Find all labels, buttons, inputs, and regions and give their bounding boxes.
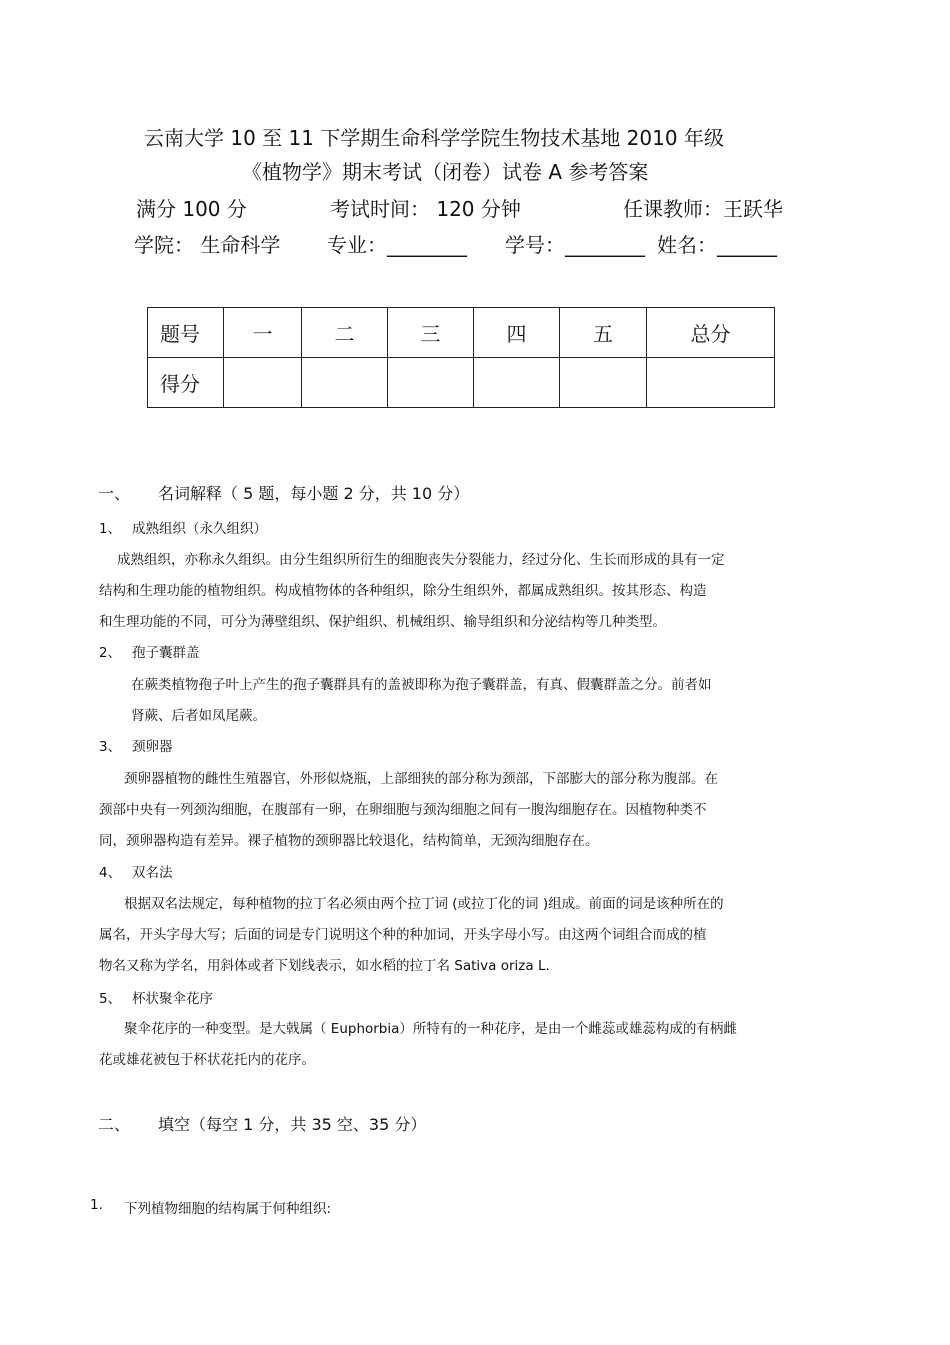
table-cell: 三 [388,308,474,358]
question-number: 1. [90,1197,103,1213]
item-term: 成熟组织（永久组织） [132,521,267,537]
item-text-line: 聚伞花序的一种变型。是大戟属（ Euphorbia）所特有的一种花序，是由一个雌蕊或雄蕊构成的有柄雌 [124,1021,737,1037]
exam-time: 考试时间： 120 分钟 [330,197,521,221]
name-field: 姓名：______ [657,233,777,257]
student-id-field: 学号：________ [505,233,645,257]
item-term: 双名法 [132,865,173,881]
table-cell: 一 [224,308,302,358]
item-text-line: 结构和生理功能的植物组织。构成植物体的各种组织，除分生组织外，都属成熟组织。按其形态、构造 [99,583,707,599]
item-text-line: 根据双名法规定，每种植物的拉丁名必须由两个拉丁词 (或拉丁化的词 )组成。前面的词是该种所在的 [124,896,724,912]
item-term: 杯状聚伞花序 [132,991,213,1007]
item-term: 颈卵器 [132,739,173,755]
table-cell: 题号 [148,308,224,358]
score-cell[interactable] [224,358,302,408]
table-cell: 四 [474,308,560,358]
item-text-line: 颈部中央有一列颈沟细胞，在腹部有一卵，在卵细胞与颈沟细胞之间有一腹沟细胞存在。因植物种类不 [99,802,707,818]
item-number: 1、 [99,521,122,537]
section2-title: 填空（每空 1 分，共 35 空、35 分） [158,1115,427,1134]
teacher: 任课教师：王跃华 [623,197,783,221]
table-cell: 得分 [148,358,224,408]
item-text-line: 花或雄花被包于杯状花托内的花序。 [99,1052,315,1068]
score-cell[interactable] [560,358,647,408]
section1-title: 名词解释（ 5 题，每小题 2 分，共 10 分） [158,484,470,503]
full-score: 满分 100 分 [136,197,247,221]
table-cell: 总分 [647,308,775,358]
exam-title-line2: 《植物学》期末考试（闭卷）试卷 A 参考答案 [242,160,649,184]
item-text-line: 肾蕨、后者如凤尾蕨。 [131,708,266,724]
score-table [147,307,775,408]
score-cell[interactable] [388,358,474,408]
table-cell: 二 [302,308,388,358]
item-text-line: 在蕨类植物孢子叶上产生的孢子囊群具有的盖被即称为孢子囊群盖，有真、假囊群盖之分。前者如 [131,677,712,693]
item-text-line: 物名又称为学名，用斜体或者下划线表示，如水稻的拉丁名 Sativa oriza L. [99,958,550,974]
item-number: 4、 [99,865,122,881]
item-term: 孢子囊群盖 [132,645,200,661]
item-text-line: 同，颈卵器构造有差异。裸子植物的颈卵器比较退化，结构简单，无颈沟细胞存在。 [99,833,599,849]
item-text-line: 和生理功能的不同，可分为薄壁组织、保护组织、机械组织、输导组织和分泌结构等几种类型。 [99,614,666,630]
college: 学院： 生命科学 [134,233,281,257]
item-text-line: 属名，开头字母大写；后面的词是专门说明这个种的种加词，开头字母小写。由这两个词组合而成的植 [99,927,707,943]
score-cell[interactable] [302,358,388,408]
question-text: 下列植物细胞的结构属于何种组织: [124,1201,332,1217]
section2-number: 二、 [98,1115,131,1134]
item-number: 2、 [99,645,122,661]
score-cell[interactable] [474,358,560,408]
item-text-line: 成熟组织，亦称永久组织。由分生组织所衍生的细胞丧失分裂能力，经过分化、生长而形成的具有一定 [117,552,725,568]
major-field: 专业：________ [327,233,467,257]
table-cell: 五 [560,308,647,358]
exam-title-line1: 云南大学 10 至 11 下学期生命科学学院生物技术基地 2010 年级 [144,126,724,150]
score-cell[interactable] [647,358,775,408]
item-number: 5、 [99,991,122,1007]
table-row [148,308,775,358]
item-number: 3、 [99,739,122,755]
table-row [148,358,775,408]
section1-number: 一、 [98,484,131,503]
item-text-line: 颈卵器植物的雌性生殖器官，外形似烧瓶，上部细狭的部分称为颈部，下部膨大的部分称为腹部。在 [124,771,718,787]
